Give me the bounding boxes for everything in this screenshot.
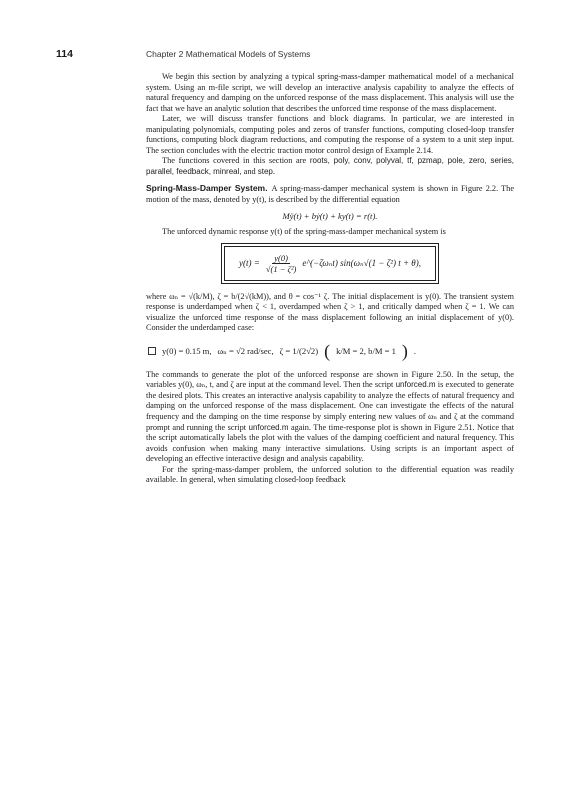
commands-text-a: The commands to generate the plot of the unforced response are shown in Figure 2.50. In the setup, the variables y(0), ωₙ, t, and ζ are input at the command level. Then the script bbox=[146, 369, 514, 390]
intro-paragraph-1: We begin this section by analyzing a typical spring-mass-damper mathematical model of a mechanical system. Using an m-file script, we will develop an interactive analysis capability to analyze the effects of natural frequency and damping on the unforced response of the mass displacement. This analysis will use the fact that we have an analytic solution that describes the unforced time response of the mass displacement. bbox=[146, 72, 514, 113]
function-list: roots, poly, conv, polyval, tf, pzmap, pole, zero, series, parallel, feedback, minreal, bbox=[146, 156, 515, 176]
last-paragraph: For the spring-mass-damper problem, the unforced solution to the differential equation was readily available. In general, when simulating closed-loop feedback bbox=[146, 464, 514, 485]
commands-text-b: is executed to generate the desired plots. This creates an interactive analysis capability to analyze the effects of natural frequency and damping on the unforced response of the mass displacement. One can investigate the effects of the natural frequency and the damping on the time response by simply entering new values of ωₙ and ζ at the command prompt and running the script bbox=[146, 380, 514, 432]
right-paren-icon: ) bbox=[401, 340, 408, 361]
solution-lhs: y(t) = bbox=[239, 257, 260, 268]
param-zeta: ζ = 1/(2√2) bbox=[279, 345, 319, 356]
parameter-line bbox=[146, 342, 514, 360]
solution-rest: e^(−ζωₙt) sin(ωₙ√(1 − ζ²) t + θ), bbox=[302, 257, 421, 268]
param-end: . bbox=[413, 345, 417, 356]
unforced-paragraph: The unforced dynamic response y(t) of the spring-mass-damper mechanical system is bbox=[162, 227, 446, 237]
running-head: Chapter 2 Mathematical Models of Systems bbox=[146, 49, 311, 59]
section-intro bbox=[146, 183, 514, 205]
commands-paragraph bbox=[146, 370, 514, 465]
solution-fraction bbox=[264, 253, 299, 274]
functions-lead: The functions covered in this section are bbox=[162, 156, 310, 166]
intro-paragraph-2: Later, we will discuss transfer functions and block diagrams. In particular, we are interested in manipulating polynomials, computing poles and zeros of transfer functions, computing closed-loop transfer functions, computing block diagram reductions, and computing the response of a system to a unit step input. The section concludes with the electric traction motor control design of Example 2.14. bbox=[146, 114, 514, 155]
page-body bbox=[146, 72, 514, 486]
script-name-2: unforced.m bbox=[248, 422, 289, 432]
where-paragraph: where ωₙ = √(k/M), ζ = b/(2√(kM)), and θ = cos⁻¹ ζ. The initial displacement is y(0). The transient system response is underdamped when ζ < 1, overdamped when ζ > 1, and critically damped when ζ = 1. We can visualize the unforced time response of the mass displacement following an initial displacement of y(0). Consider the underdamped case: bbox=[146, 291, 514, 333]
page-header bbox=[0, 48, 569, 64]
left-paren-icon: ( bbox=[324, 340, 331, 361]
functions-end: . bbox=[272, 166, 275, 176]
param-y0: y(0) = 0.15 m, bbox=[162, 345, 212, 356]
solution-denominator: √(1 − ζ²) bbox=[265, 263, 297, 274]
commands-text-c: again. The time-response plot is shown in Figure 2.51. Notice that the script automatically labels the plot with the values of the damping coefficient and natural frequency. This avoids confusion when making many interactive simulations. Using scripts is an important aspect of developing an effective interactive design and analysis capability. bbox=[146, 422, 514, 464]
checkbox-icon bbox=[148, 347, 156, 355]
page-number: 114 bbox=[56, 48, 73, 60]
solution-numerator: y(0) bbox=[274, 252, 288, 263]
intro-paragraph-3 bbox=[146, 156, 514, 177]
section-heading: Spring-Mass-Damper System. bbox=[146, 183, 268, 194]
script-name-1: unforced.m bbox=[395, 380, 436, 390]
solution-box bbox=[146, 243, 514, 284]
param-ratios: k/M = 2, b/M = 1 bbox=[336, 345, 396, 356]
differential-equation: Mÿ(t) + bẏ(t) + ky(t) = r(t). bbox=[282, 210, 378, 221]
param-wn: ωₙ = √2 rad/sec, bbox=[217, 345, 274, 356]
function-last: step bbox=[257, 166, 273, 176]
functions-and: and bbox=[241, 166, 258, 176]
section-intro-text: A spring-mass-damper mechanical system is shown in Figure 2.2. The motion of the mass, denoted by y(t), is described by the differential equation bbox=[146, 184, 514, 205]
